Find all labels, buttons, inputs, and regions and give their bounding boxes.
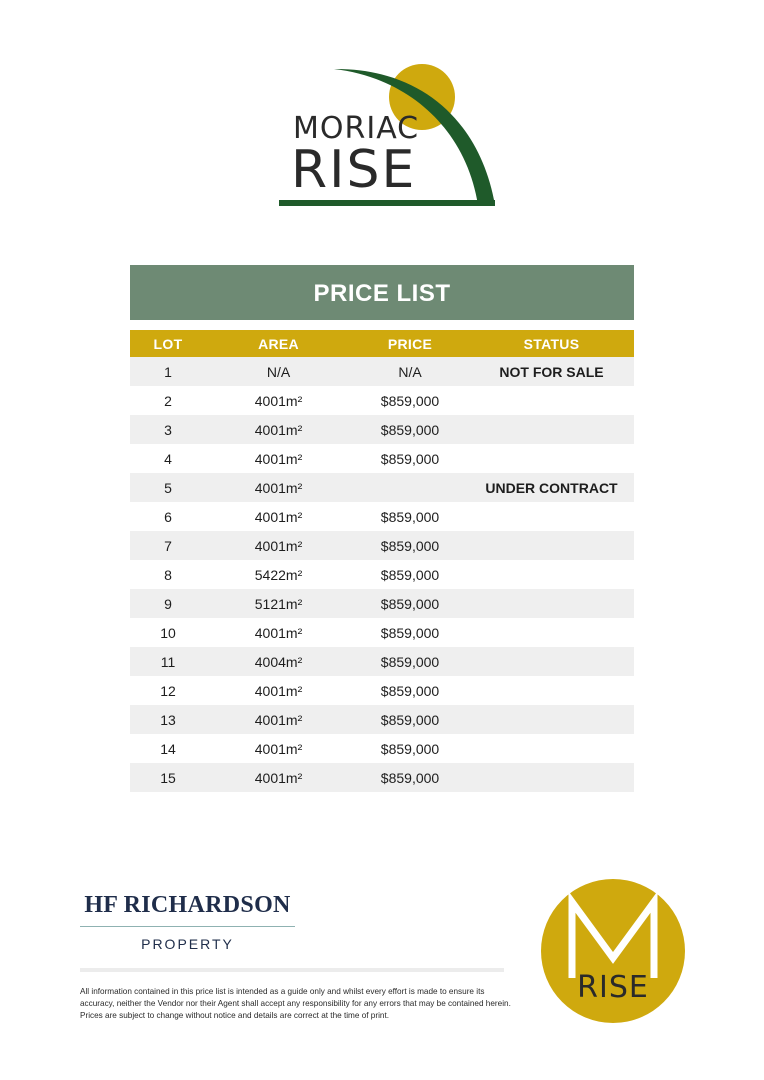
status-cell xyxy=(469,502,634,531)
agent-subtitle: PROPERTY xyxy=(141,936,234,952)
header-price: PRICE xyxy=(351,330,469,357)
status-cell xyxy=(469,444,634,473)
table-row xyxy=(130,618,634,647)
agent-name: HF RICHARDSON xyxy=(84,892,291,918)
price-list-title: PRICE LIST xyxy=(130,265,634,320)
logo-line-moriac: MORIAC xyxy=(293,111,420,146)
table-row xyxy=(130,444,634,473)
status-cell xyxy=(469,415,634,444)
price-cell: $859,000 xyxy=(351,415,469,444)
table-row xyxy=(130,357,634,386)
lot-cell: 15 xyxy=(130,763,206,792)
header-area: AREA xyxy=(206,330,351,357)
area-cell: 4001m² xyxy=(206,386,351,415)
area-cell: 4001m² xyxy=(206,415,351,444)
table-row xyxy=(130,531,634,560)
table-row xyxy=(130,473,634,502)
lot-cell: 9 xyxy=(130,589,206,618)
rise-emblem xyxy=(540,878,686,1024)
lot-cell: 7 xyxy=(130,531,206,560)
status-cell xyxy=(469,676,634,705)
footer-divider xyxy=(80,968,504,972)
area-cell: 4001m² xyxy=(206,473,351,502)
logo-line-rise: RISE xyxy=(291,140,417,200)
header-status: STATUS xyxy=(469,330,634,357)
status-cell: NOT FOR SALE xyxy=(469,357,634,386)
price-cell: $859,000 xyxy=(351,763,469,792)
price-cell: $859,000 xyxy=(351,618,469,647)
table-row xyxy=(130,734,634,763)
area-cell: 5422m² xyxy=(206,560,351,589)
lot-cell: 4 xyxy=(130,444,206,473)
agent-divider xyxy=(80,926,295,927)
lot-cell: 2 xyxy=(130,386,206,415)
price-cell: $859,000 xyxy=(351,502,469,531)
lot-cell: 10 xyxy=(130,618,206,647)
price-cell: $859,000 xyxy=(351,386,469,415)
lot-cell: 1 xyxy=(130,357,206,386)
table-row xyxy=(130,560,634,589)
price-cell: $859,000 xyxy=(351,531,469,560)
table-row xyxy=(130,676,634,705)
lot-cell: 13 xyxy=(130,705,206,734)
lot-cell: 8 xyxy=(130,560,206,589)
moriac-rise-logo xyxy=(270,60,505,210)
area-cell: 4001m² xyxy=(206,444,351,473)
status-cell xyxy=(469,763,634,792)
price-cell: $859,000 xyxy=(351,589,469,618)
table-row xyxy=(130,705,634,734)
price-cell: $859,000 xyxy=(351,444,469,473)
status-cell xyxy=(469,618,634,647)
area-cell: 4001m² xyxy=(206,734,351,763)
table-header-row xyxy=(130,330,634,357)
table-row xyxy=(130,415,634,444)
disclaimer-text: All information contained in this price list is intended as a guide only and whilst every effort is made to ensure its accuracy, neither the Vendor nor their Agent shall accept any responsibility for any errors that may be contained herein. Prices are subject to change without notice and details are correct at the time of print. xyxy=(80,987,511,1020)
table-row xyxy=(130,589,634,618)
price-table xyxy=(130,330,634,792)
area-cell: 4001m² xyxy=(206,531,351,560)
price-cell: $859,000 xyxy=(351,560,469,589)
price-cell: $859,000 xyxy=(351,734,469,763)
area-cell: 4001m² xyxy=(206,618,351,647)
lot-cell: 14 xyxy=(130,734,206,763)
area-cell: N/A xyxy=(206,357,351,386)
lot-cell: 12 xyxy=(130,676,206,705)
status-cell xyxy=(469,560,634,589)
lot-cell: 5 xyxy=(130,473,206,502)
area-cell: 5121m² xyxy=(206,589,351,618)
lot-cell: 3 xyxy=(130,415,206,444)
table-row xyxy=(130,502,634,531)
status-cell xyxy=(469,589,634,618)
status-cell xyxy=(469,386,634,415)
area-cell: 4001m² xyxy=(206,502,351,531)
status-cell xyxy=(469,531,634,560)
header-lot: LOT xyxy=(130,330,206,357)
area-cell: 4001m² xyxy=(206,705,351,734)
emblem-label: RISE xyxy=(577,970,649,1005)
table-row xyxy=(130,763,634,792)
lot-cell: 6 xyxy=(130,502,206,531)
status-cell: UNDER CONTRACT xyxy=(469,473,634,502)
status-cell xyxy=(469,734,634,763)
area-cell: 4001m² xyxy=(206,763,351,792)
lot-cell: 11 xyxy=(130,647,206,676)
price-cell: $859,000 xyxy=(351,705,469,734)
area-cell: 4001m² xyxy=(206,676,351,705)
table-row xyxy=(130,647,634,676)
status-cell xyxy=(469,647,634,676)
table-row xyxy=(130,386,634,415)
price-cell: $859,000 xyxy=(351,647,469,676)
area-cell: 4004m² xyxy=(206,647,351,676)
price-cell: $859,000 xyxy=(351,676,469,705)
status-cell xyxy=(469,705,634,734)
price-cell: N/A xyxy=(351,357,469,386)
price-cell xyxy=(351,473,469,502)
